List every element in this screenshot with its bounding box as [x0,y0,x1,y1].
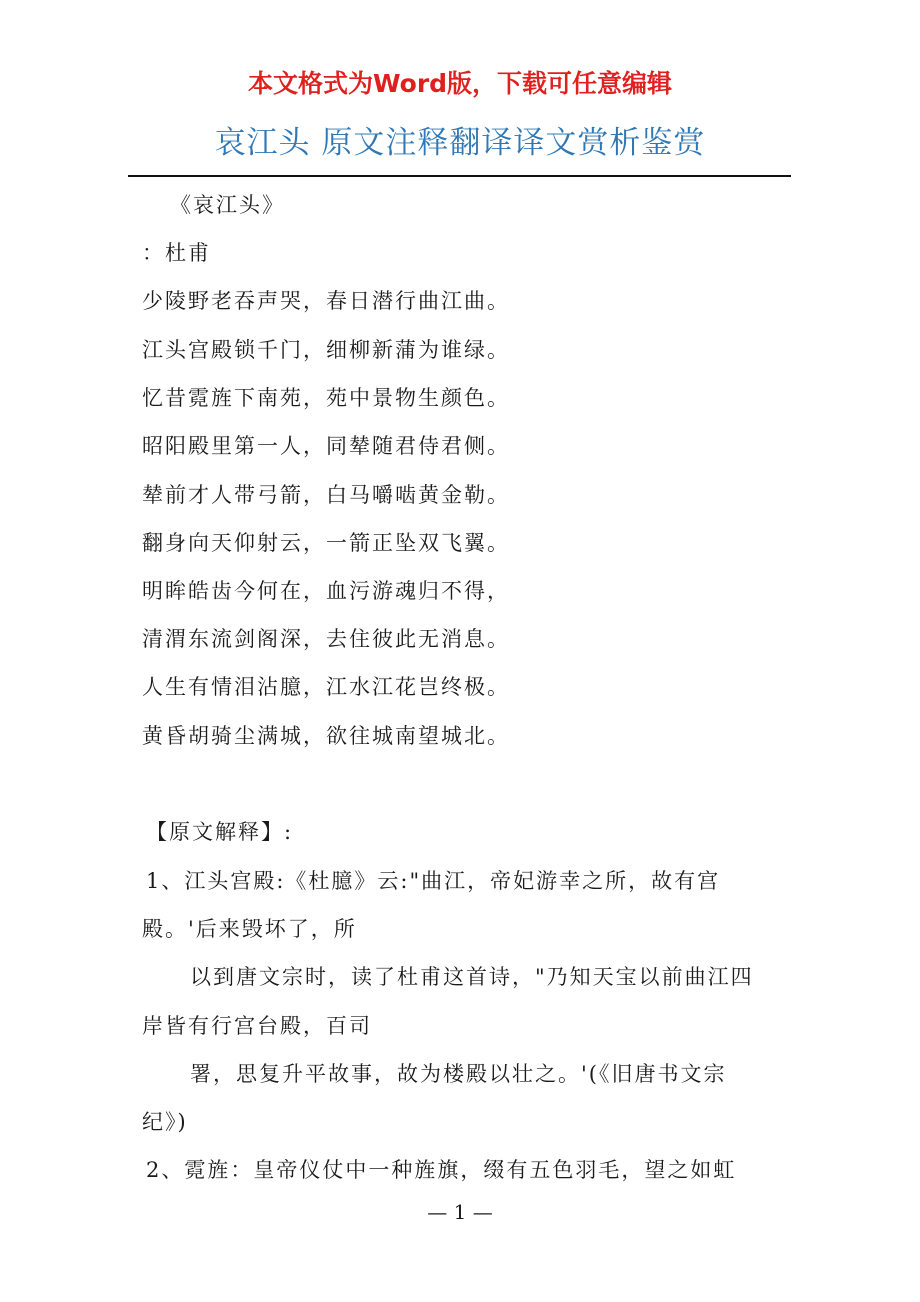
poem-line: 清渭东流剑阁深，去住彼此无消息。 [142,627,510,651]
note-line: 署，思复升平故事，故为楼殿以壮之。'(《旧唐书文宗 [190,1062,727,1086]
poem-title: 《哀江头》 [170,193,285,217]
poem-line: 明眸皓齿今何在，血污游魂归不得， [142,579,510,603]
document-title: 哀江头 原文注释翻译译文赏析鉴赏 [214,125,706,161]
poem-line: 忆昔霓旌下南苑，苑中景物生颜色。 [142,386,510,410]
title-divider [128,175,791,177]
poem-line: 黄昏胡骑尘满城，欲往城南望城北。 [142,724,510,748]
poem-line: 辇前才人带弓箭，白马嚼啮黄金勒。 [142,483,510,507]
note-line: 纪》) [142,1110,188,1134]
poem-line: 昭阳殿里第一人，同辇随君侍君侧。 [142,434,510,458]
poem-line: 江头宫殿锁千门，细柳新蒲为谁绿。 [142,338,510,362]
poem-author: ：杜甫 [142,241,211,265]
poem-line: 人生有情泪沾臆，江水江花岂终极。 [142,675,510,699]
note-line: 1、江头宫殿:《杜臆》云:"曲江，帝妃游幸之所，故有宫 [146,869,721,893]
page-number: — 1 — [427,1200,493,1224]
format-banner: 本文格式为Word版，下载可任意编辑 [247,69,673,98]
note-line: 岸皆有行宫台殿，百司 [142,1014,372,1038]
poem-line: 翻身向天仰射云，一箭正坠双飞翼。 [142,531,510,555]
notes-heading: 【原文解释】: [146,820,294,844]
poem-line: 少陵野老吞声哭，春日潜行曲江曲。 [142,289,510,313]
note-line: 以到唐文宗时，读了杜甫这首诗，"乃知天宝以前曲江四 [190,965,754,989]
note-line: 殿。'后来毁坏了，所 [142,917,357,941]
note-line: 2、霓旌：皇帝仪仗中一种旌旗，缀有五色羽毛，望之如虹 [146,1158,737,1182]
